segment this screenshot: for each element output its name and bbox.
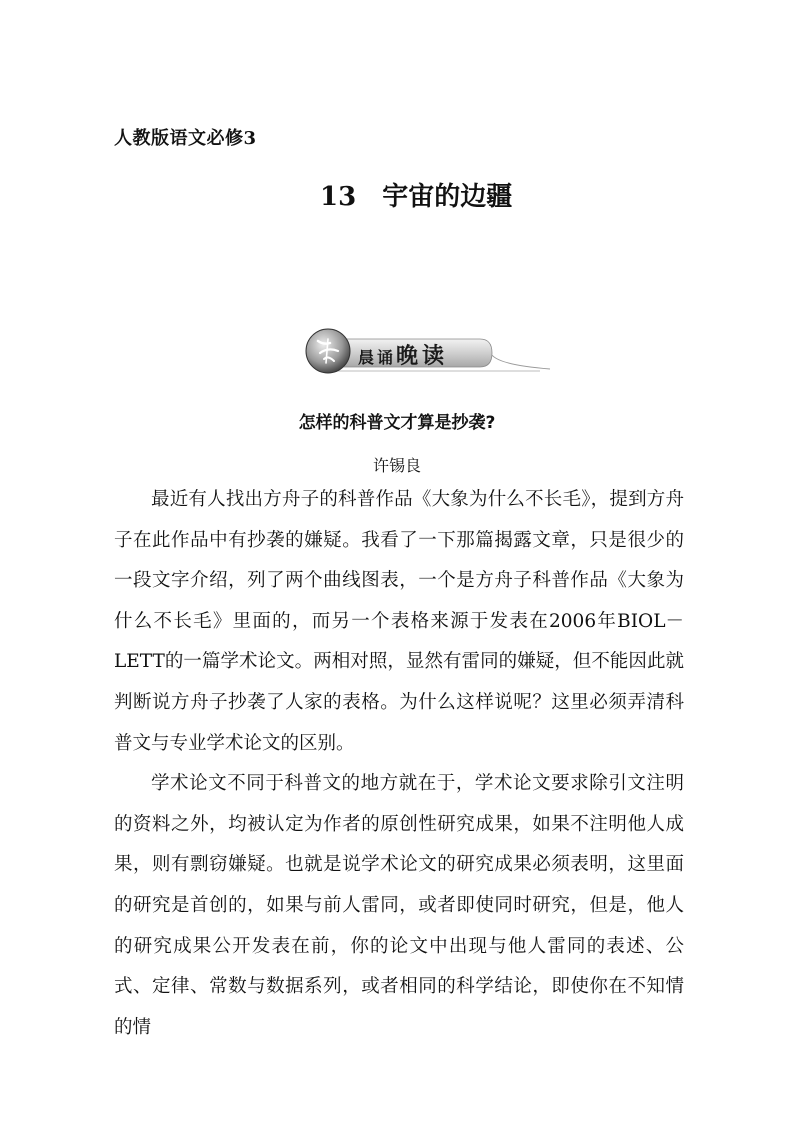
paragraph: 学术论文不同于科普文的地方就在于，学术论文要求除引文注明的资料之外，均被认定为作者的原创性研究成果，如果不注明他人成果，则有剽窃嫌疑。也就是说学术论文的研究成果必须表明，这里面的研究是首创的，如果与前人雷同，或者即使同时研究，但是，他人的研究成果公开发表在前，你的论文中出现与他人雷同的表述、公式、定律、常数与数据系列，或者相同的科学结论，即使你在不知情的情 [114, 773, 684, 1038]
textbook-label: 人教版语文必修3 [114, 128, 257, 149]
banner-text [358, 339, 448, 370]
banner-text-small: 晨诵 [358, 348, 397, 367]
article-title: 怎样的科普文才算是抄袭? [298, 413, 496, 433]
chapter-number: 13 [320, 182, 357, 212]
chapter-name: 宇宙的边疆 [382, 182, 513, 212]
paragraph: 最近有人找出方舟子的科普作品《大象为什么不长毛》，提到方舟子在此作品中有抄袭的嫌疑。我看了一下那篇揭露文章，只是很少的一段文字介绍，列了两个曲线图表，一个是方舟子科普作品《大象为什么不长毛》里面的，而另一个表格来源于发表在2006年BIOL－LETT的一篇学术论文。两相对照，显然有雷同的嫌疑，但不能因此就判断说方舟子抄袭了人家的表格。为什么这样说呢？这里必须弄清科普文与专业学术论文的区别。 [114, 489, 684, 754]
chapter-title [320, 176, 512, 213]
section-banner [300, 325, 560, 377]
banner-text-big: 晚读 [396, 343, 449, 369]
article-body [114, 480, 684, 1048]
article-author: 许锡良 [372, 456, 421, 475]
